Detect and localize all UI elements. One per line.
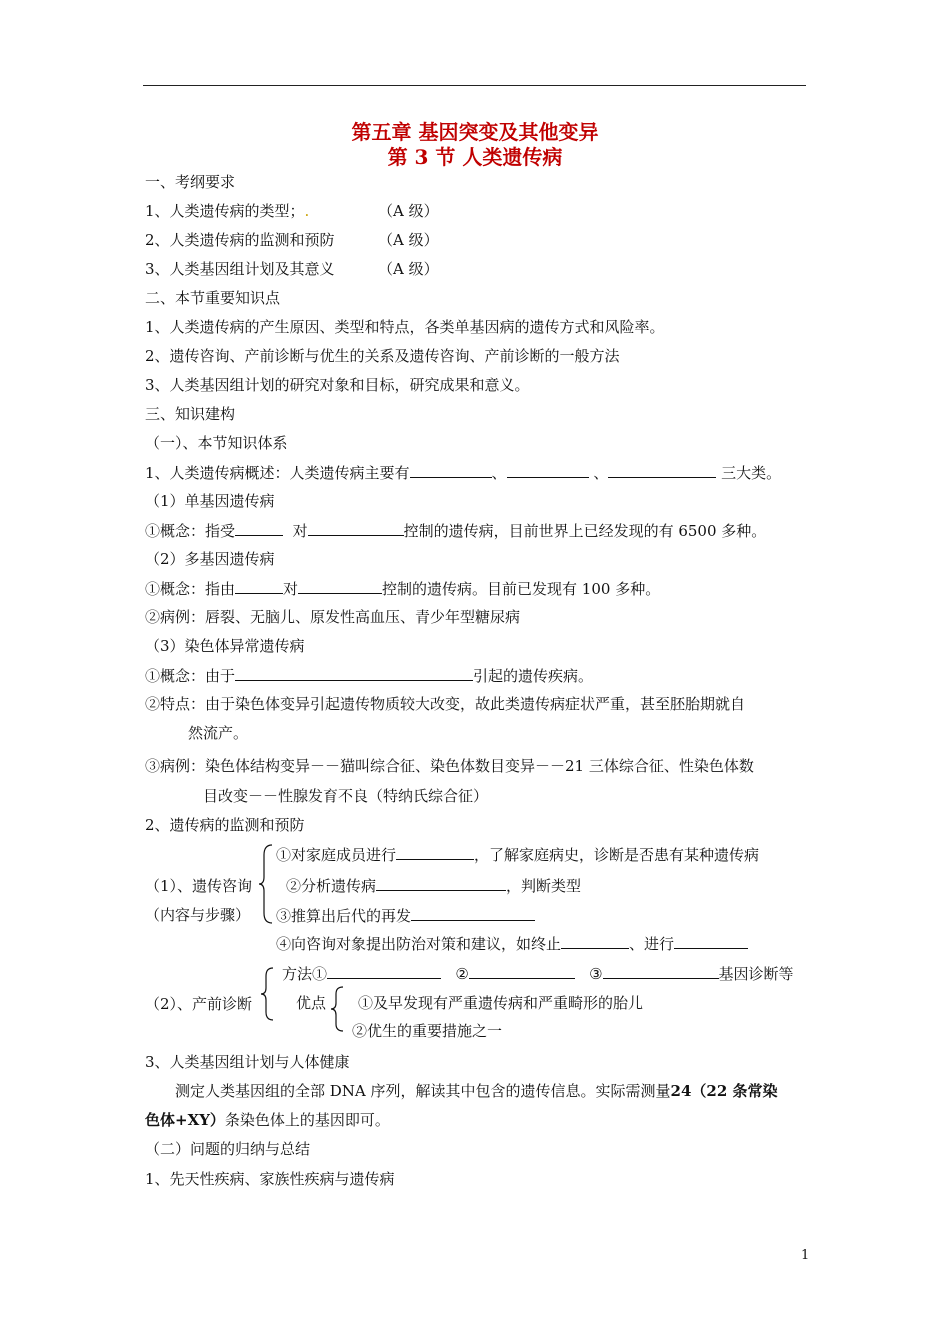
blank-step-1	[396, 844, 474, 860]
blank-step-3	[411, 905, 535, 921]
single-text-b: 对	[292, 522, 308, 540]
p3-line2-a: 色体+XY）	[145, 1111, 225, 1129]
s2-item-1: 1、人类遗传病的产生原因、类型和特点，各类单基因病的遗传方式和风险率。	[145, 318, 665, 336]
blank-category-2	[507, 462, 589, 478]
chrom-example-line1: ③病例：染色体结构变异－－猫叫综合征、染色体数目变异－－21 三体综合征、性染色体数	[145, 757, 754, 775]
counsel-sublabel: （内容与步骤）	[145, 906, 251, 924]
blank-step-2	[376, 875, 506, 891]
chrom-feature-line2: 然流产。	[188, 724, 249, 742]
p1-line	[145, 462, 781, 483]
blank-method-2	[469, 963, 575, 979]
prenatal-methods	[282, 963, 794, 984]
step4-text-b: 、进行	[629, 935, 675, 953]
step4-text-a: ④向咨询对象提出防治对策和建议，如终止	[276, 935, 562, 953]
s1-item-3-level: （A 级）	[378, 260, 439, 278]
multi-text-a: ①概念：指由	[145, 580, 236, 598]
p3-line1-b: 24（22 条常染	[670, 1082, 778, 1100]
s1-heading: 一、考纲要求	[145, 173, 236, 191]
blank-multi-2	[298, 578, 382, 594]
advantage-brace	[330, 985, 344, 1033]
multi-text-b: 对	[283, 580, 299, 598]
chrom-text-a: ①概念：由于	[145, 667, 236, 685]
s3-heading: 三、知识建构	[145, 405, 236, 423]
blank-single-1	[235, 520, 283, 536]
s1-item-3-text: 3、人类基因组计划及其意义	[145, 260, 335, 278]
step2-text-b: ，判断类型	[506, 877, 582, 895]
p2-heading: 2、遗传病的监测和预防	[145, 816, 305, 834]
page-number: 1	[801, 1248, 810, 1263]
s3-sub2: （二）问题的归纳与总结	[145, 1140, 311, 1158]
blank-step-4a	[561, 933, 629, 949]
section-title: 第 3 节 人类遗传病	[387, 145, 563, 169]
multi-gene-heading: （2）多基因遗传病	[145, 550, 275, 568]
s1-item-1	[145, 201, 309, 221]
s1-item-1-text: 1、人类遗传病的类型；	[145, 202, 305, 220]
chrom-example-line2: 目改变－－性腺发育不良（特纳氏综合征）	[203, 787, 489, 805]
step1-text-a: ①对家庭成员进行	[276, 846, 397, 864]
step1-text-b: ，了解家庭病史，诊断是否患有某种遗传病	[474, 846, 760, 864]
s2-item-2: 2、遗传咨询、产前诊断与优生的关系及遗传咨询、产前诊断的一般方法	[145, 347, 620, 365]
p3-line1-a: 测定人类基因组的全部 DNA 序列，解读其中包含的遗传信息。实际需测量	[175, 1082, 671, 1100]
blank-single-2	[308, 520, 404, 536]
method-text-c: ③	[589, 965, 603, 983]
blank-category-1	[410, 462, 492, 478]
step3-text-a: ③推算出后代的再发	[276, 907, 412, 925]
s2-heading: 二、本节重要知识点	[145, 289, 281, 307]
p3-line-2	[145, 1110, 390, 1130]
single-text-c: 控制的遗传病，目前世界上已经发现的有 6500 多种。	[403, 522, 767, 540]
p1-text-d: 三大类。	[721, 464, 782, 482]
prenatal-label: （2）、产前诊断	[145, 995, 253, 1013]
prenatal-brace	[260, 966, 274, 1022]
p3-line-1	[175, 1081, 778, 1101]
advantage-1: ①及早发现有严重遗传病和严重畸形的胎儿	[358, 994, 644, 1012]
blank-step-4b	[674, 933, 748, 949]
advantage-label: 优点	[296, 994, 327, 1012]
counsel-step-3	[276, 905, 535, 926]
counsel-step-2	[286, 875, 581, 896]
counsel-brace	[258, 843, 274, 925]
s2-item-3: 3、人类基因组计划的研究对象和目标，研究成果和意义。	[145, 376, 530, 394]
blank-method-1	[327, 963, 441, 979]
multi-gene-example: ②病例：唇裂、无脑儿、原发性高血压、青少年型糖尿病	[145, 608, 521, 626]
method-text-d: 基因诊断等	[718, 965, 794, 983]
counsel-step-4	[276, 933, 748, 954]
p3-heading: 3、人类基因组计划与人体健康	[145, 1053, 350, 1071]
multi-text-c: 控制的遗传病。目前已发现有 100 多种。	[382, 580, 661, 598]
s3-sub1: （一）、本节知识体系	[145, 434, 288, 452]
multi-gene-concept	[145, 578, 660, 599]
blank-multi-1	[235, 578, 283, 594]
s1-item-2-text: 2、人类遗传病的监测和预防	[145, 231, 335, 249]
p1-text-b: 、	[491, 464, 507, 482]
single-gene-concept	[145, 520, 766, 541]
chrom-text-b: 引起的遗传疾病。	[473, 667, 594, 685]
blank-method-3	[603, 963, 719, 979]
chrom-feature-line1: ②特点：由于染色体变异引起遗传物质较大改变，故此类遗传病症状严重，甚至胚胎期就自	[145, 695, 746, 713]
counsel-label: （1）、遗传咨询	[145, 877, 253, 895]
chrom-heading: （3）染色体异常遗传病	[145, 637, 305, 655]
method-text-a: 方法①	[282, 965, 328, 983]
blank-category-3	[608, 462, 716, 478]
p1-text-a: 1、人类遗传病概述：人类遗传病主要有	[145, 464, 410, 482]
s1-item-2-level: （A 级）	[378, 231, 439, 249]
method-text-b: ②	[455, 965, 469, 983]
blank-chrom	[235, 665, 473, 681]
single-text-a: ①概念：指受	[145, 522, 236, 540]
chapter-title: 第五章 基因突变及其他变异	[351, 120, 599, 144]
header-rule	[143, 85, 806, 86]
single-gene-heading: （1）单基因遗传病	[145, 492, 275, 510]
s3-last-line: 1、先天性疾病、家族性疾病与遗传病	[145, 1170, 395, 1188]
advantage-2: ②优生的重要措施之一	[352, 1022, 503, 1040]
step2-text-a: ②分析遗传病	[286, 877, 377, 895]
s1-item-1-dot: .	[304, 202, 310, 220]
s1-item-1-level: （A 级）	[378, 202, 439, 220]
p3-line2-b: 条染色体上的基因即可。	[224, 1111, 390, 1129]
p1-text-c: 、	[593, 464, 609, 482]
counsel-step-1	[276, 844, 759, 865]
chrom-concept	[145, 665, 593, 686]
